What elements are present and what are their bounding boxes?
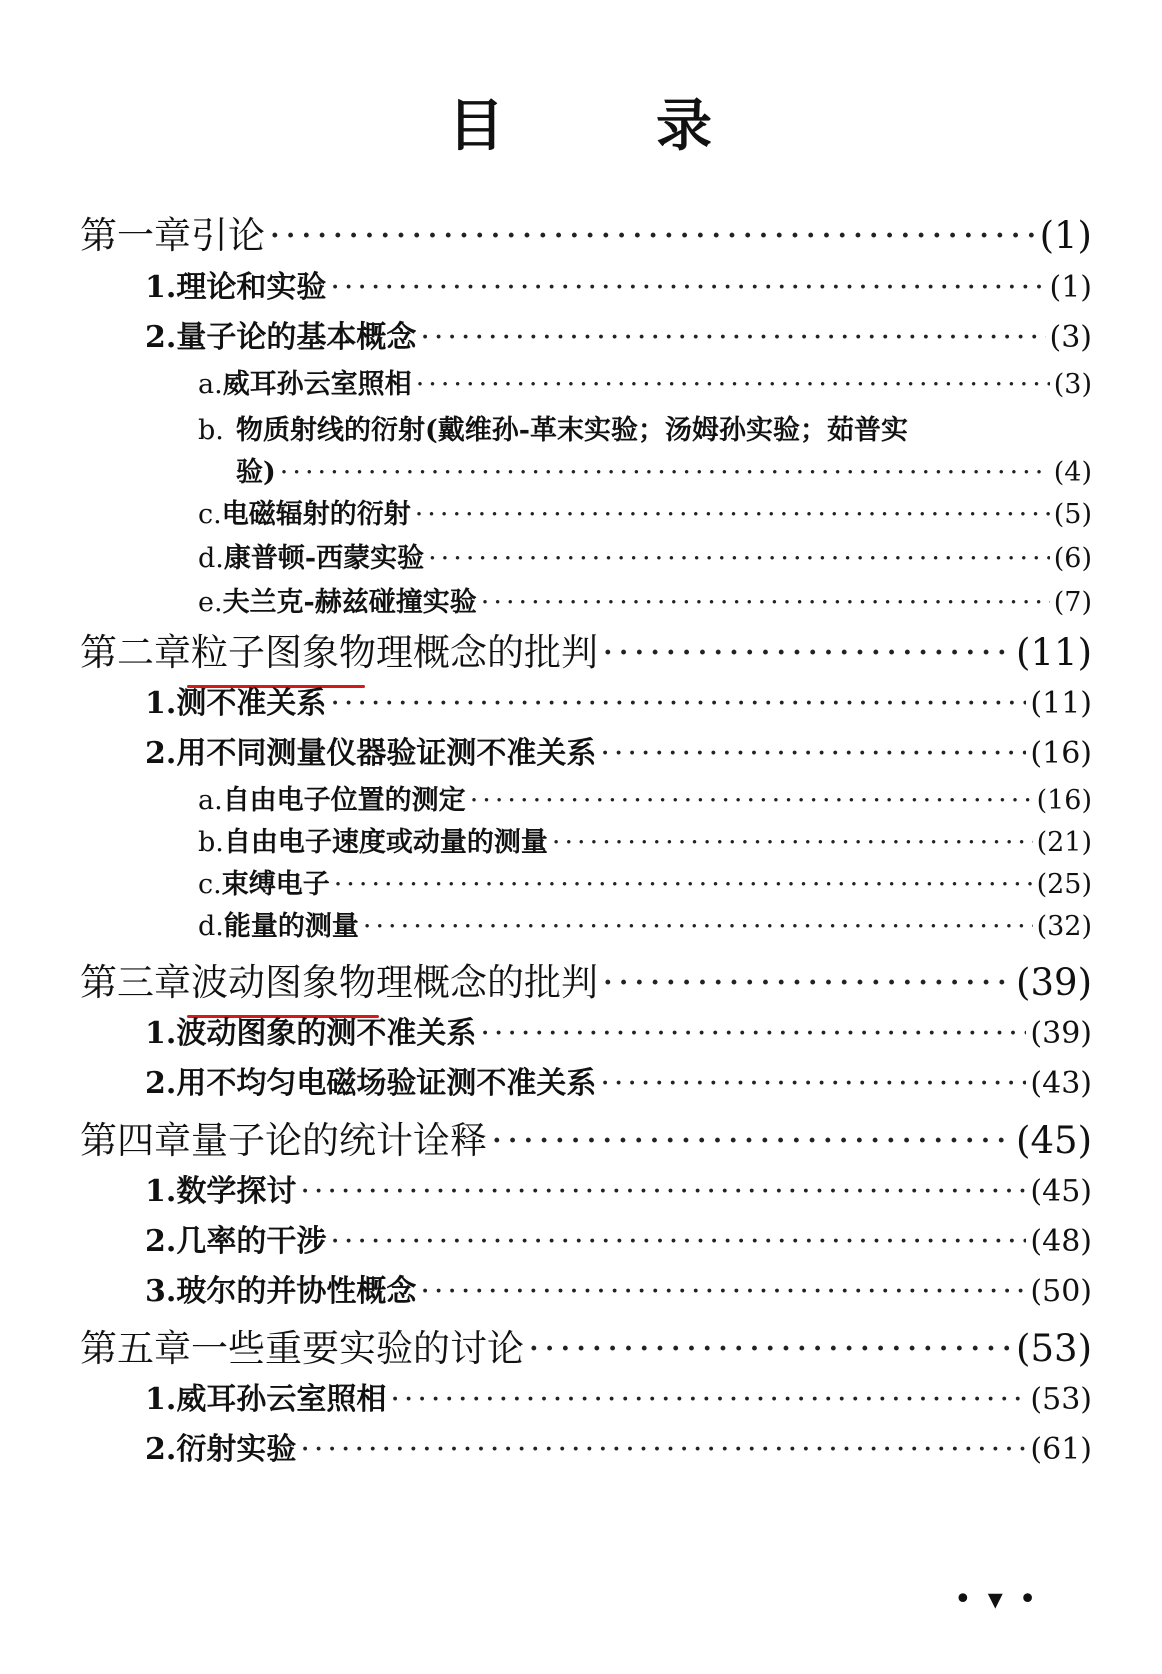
subsection-letter: b. bbox=[198, 415, 224, 446]
subsection-letter: c. bbox=[198, 869, 222, 900]
toc-section-5-2[interactable] bbox=[145, 1424, 1092, 1468]
leader-dots bbox=[280, 457, 1050, 488]
leader-dots bbox=[480, 1016, 1026, 1051]
section-number: 1. bbox=[145, 270, 177, 305]
toc-subsection-1-2-b-continued[interactable] bbox=[236, 450, 1092, 490]
toc-chapter-2[interactable] bbox=[80, 622, 1092, 672]
section-number: 1. bbox=[145, 1174, 177, 1209]
toc-section-4-2[interactable] bbox=[145, 1216, 1092, 1260]
section-number: 1. bbox=[145, 686, 177, 721]
toc-subsection-2-2-c[interactable] bbox=[198, 862, 1092, 902]
section-title: 威耳孙云室照相 bbox=[176, 1382, 387, 1417]
page-number: (3) bbox=[1049, 320, 1092, 355]
chapter-title: 一些重要实验的讨论 bbox=[191, 1327, 524, 1370]
chapter-number: 第一章 bbox=[80, 214, 191, 257]
chapter-title: 量子论的统计诠释 bbox=[191, 1119, 487, 1162]
leader-dots bbox=[269, 214, 1036, 257]
page-number: (45) bbox=[1016, 1119, 1092, 1162]
toc-chapter-4[interactable] bbox=[80, 1110, 1092, 1160]
section-number: 2. bbox=[145, 736, 177, 771]
section-title: 几率的干涉 bbox=[176, 1224, 327, 1259]
leader-dots bbox=[552, 827, 1033, 858]
leader-dots bbox=[330, 270, 1045, 305]
subsection-title: 夫兰克-赫兹碰撞实验 bbox=[222, 587, 477, 618]
toc-section-3-1[interactable] bbox=[145, 1008, 1092, 1052]
page-number: (45) bbox=[1030, 1174, 1092, 1209]
leader-dots bbox=[602, 631, 1012, 674]
leader-dots bbox=[600, 736, 1026, 771]
page-number: (11) bbox=[1030, 686, 1092, 721]
section-number: 2. bbox=[145, 1432, 177, 1467]
toc-subsection-2-2-b[interactable] bbox=[198, 820, 1092, 860]
subsection-title: 自由电子速度或动量的测量 bbox=[223, 827, 548, 858]
section-title: 测不准关系 bbox=[176, 686, 327, 721]
page-number: (43) bbox=[1030, 1066, 1092, 1101]
chapter-title-wrap bbox=[191, 622, 598, 676]
leader-dots bbox=[334, 869, 1033, 900]
page-number: (39) bbox=[1030, 1016, 1092, 1051]
page-number: (53) bbox=[1030, 1382, 1092, 1417]
section-number: 2. bbox=[145, 1066, 177, 1101]
section-title: 用不均匀电磁场验证测不准关系 bbox=[176, 1066, 597, 1101]
page-number: (4) bbox=[1053, 457, 1092, 488]
leader-dots bbox=[428, 543, 1050, 574]
subsection-title: 物质射线的衍射(戴维孙-革末实验；汤姆孙实验；茹普实 bbox=[236, 415, 908, 446]
page-number: (11) bbox=[1016, 631, 1092, 674]
title-char-2: 录 bbox=[656, 94, 714, 159]
page-number: (5) bbox=[1053, 499, 1092, 530]
leader-dots bbox=[330, 1224, 1026, 1259]
page-number: (6) bbox=[1053, 543, 1092, 574]
page-number: (25) bbox=[1036, 869, 1092, 900]
leader-dots bbox=[330, 686, 1026, 721]
section-number: 1. bbox=[145, 1016, 177, 1051]
chapter-title: 波动图象物理概念的批判 bbox=[191, 961, 598, 1004]
chapter-title: 粒子图象物理概念的批判 bbox=[191, 631, 598, 674]
subsection-letter: a. bbox=[198, 785, 223, 816]
leader-dots bbox=[300, 1174, 1026, 1209]
chapter-title: 引论 bbox=[191, 214, 265, 257]
subsection-letter: d. bbox=[198, 911, 224, 942]
toc-section-1-1[interactable] bbox=[145, 262, 1092, 306]
subsection-letter: a. bbox=[198, 369, 223, 400]
toc-section-2-1[interactable] bbox=[145, 678, 1092, 722]
page-number: (39) bbox=[1016, 961, 1092, 1004]
page-number: (32) bbox=[1036, 911, 1092, 942]
page-number: (16) bbox=[1036, 785, 1092, 816]
chapter-number: 第二章 bbox=[80, 631, 191, 674]
section-title: 波动图象的测不准关系 bbox=[176, 1016, 477, 1051]
page-number: (1) bbox=[1049, 270, 1092, 305]
page-footer-marks: •▾• bbox=[954, 1582, 1053, 1617]
subsection-title: 能量的测量 bbox=[223, 911, 359, 942]
section-number: 1. bbox=[145, 1382, 177, 1417]
subsection-title: 电磁辐射的衍射 bbox=[221, 499, 411, 530]
leader-dots bbox=[420, 1274, 1026, 1309]
leader-dots bbox=[415, 499, 1050, 530]
leader-dots bbox=[300, 1432, 1026, 1467]
toc-chapter-5[interactable] bbox=[80, 1318, 1092, 1368]
toc-subsection-2-2-d[interactable] bbox=[198, 904, 1092, 944]
toc-section-4-1[interactable] bbox=[145, 1166, 1092, 1210]
toc-subsection-1-2-a[interactable] bbox=[198, 362, 1092, 402]
page-number: (50) bbox=[1030, 1274, 1092, 1309]
section-title: 数学探讨 bbox=[176, 1174, 297, 1209]
subsection-letter: c. bbox=[198, 499, 222, 530]
page-number: (16) bbox=[1030, 736, 1092, 771]
subsection-letter: b. bbox=[198, 827, 224, 858]
section-title: 量子论的基本概念 bbox=[176, 320, 417, 355]
page-number: (3) bbox=[1053, 369, 1092, 400]
page-number: (21) bbox=[1036, 827, 1092, 858]
leader-dots bbox=[470, 785, 1033, 816]
section-title: 用不同测量仪器验证测不准关系 bbox=[176, 736, 597, 771]
toc-chapter-3[interactable] bbox=[80, 952, 1092, 1002]
section-title: 理论和实验 bbox=[176, 270, 327, 305]
page-number: (48) bbox=[1030, 1224, 1092, 1259]
section-number: 3. bbox=[145, 1274, 177, 1309]
page-number: (53) bbox=[1016, 1327, 1092, 1370]
subsection-title-continued: 验) bbox=[236, 457, 276, 488]
leader-dots bbox=[420, 320, 1045, 355]
toc-section-2-2[interactable] bbox=[145, 728, 1092, 772]
title-char-1: 目 bbox=[448, 94, 506, 159]
subsection-title: 束缚电子 bbox=[221, 869, 330, 900]
page-number: (61) bbox=[1030, 1432, 1092, 1467]
toc-section-1-2[interactable] bbox=[145, 312, 1092, 356]
toc-subsection-2-2-a[interactable] bbox=[198, 778, 1092, 818]
leader-dots bbox=[602, 961, 1012, 1004]
chapter-number: 第四章 bbox=[80, 1119, 191, 1162]
chapter-number: 第三章 bbox=[80, 961, 191, 1004]
page-number: (1) bbox=[1039, 214, 1092, 257]
section-title: 玻尔的并协性概念 bbox=[176, 1274, 417, 1309]
toc-subsection-1-2-e[interactable] bbox=[198, 580, 1092, 620]
toc-subsection-1-2-d[interactable] bbox=[198, 536, 1092, 576]
leader-dots bbox=[363, 911, 1033, 942]
leader-dots bbox=[390, 1382, 1026, 1417]
section-number: 2. bbox=[145, 1224, 177, 1259]
leader-dots bbox=[528, 1327, 1012, 1370]
leader-dots bbox=[481, 587, 1050, 618]
leader-dots bbox=[491, 1119, 1012, 1162]
section-number: 2. bbox=[145, 320, 177, 355]
toc-section-3-2[interactable] bbox=[145, 1058, 1092, 1102]
chapter-title-wrap bbox=[191, 952, 598, 1006]
chapter-number: 第五章 bbox=[80, 1327, 191, 1370]
toc-chapter-1[interactable] bbox=[80, 205, 1092, 255]
toc-section-4-3[interactable] bbox=[145, 1266, 1092, 1310]
leader-dots bbox=[600, 1066, 1026, 1101]
subsection-title: 威耳孙云室照相 bbox=[222, 369, 412, 400]
subsection-letter: e. bbox=[198, 587, 223, 618]
section-title: 衍射实验 bbox=[176, 1432, 297, 1467]
subsection-letter: d. bbox=[198, 543, 224, 574]
toc-section-5-1[interactable] bbox=[145, 1374, 1092, 1418]
page-number: (7) bbox=[1053, 587, 1092, 618]
leader-dots bbox=[416, 369, 1050, 400]
subsection-title: 康普顿-西蒙实验 bbox=[223, 543, 425, 574]
toc-subsection-1-2-c[interactable] bbox=[198, 492, 1092, 532]
toc-subsection-1-2-b[interactable] bbox=[198, 408, 978, 448]
subsection-title: 自由电子位置的测定 bbox=[222, 785, 466, 816]
